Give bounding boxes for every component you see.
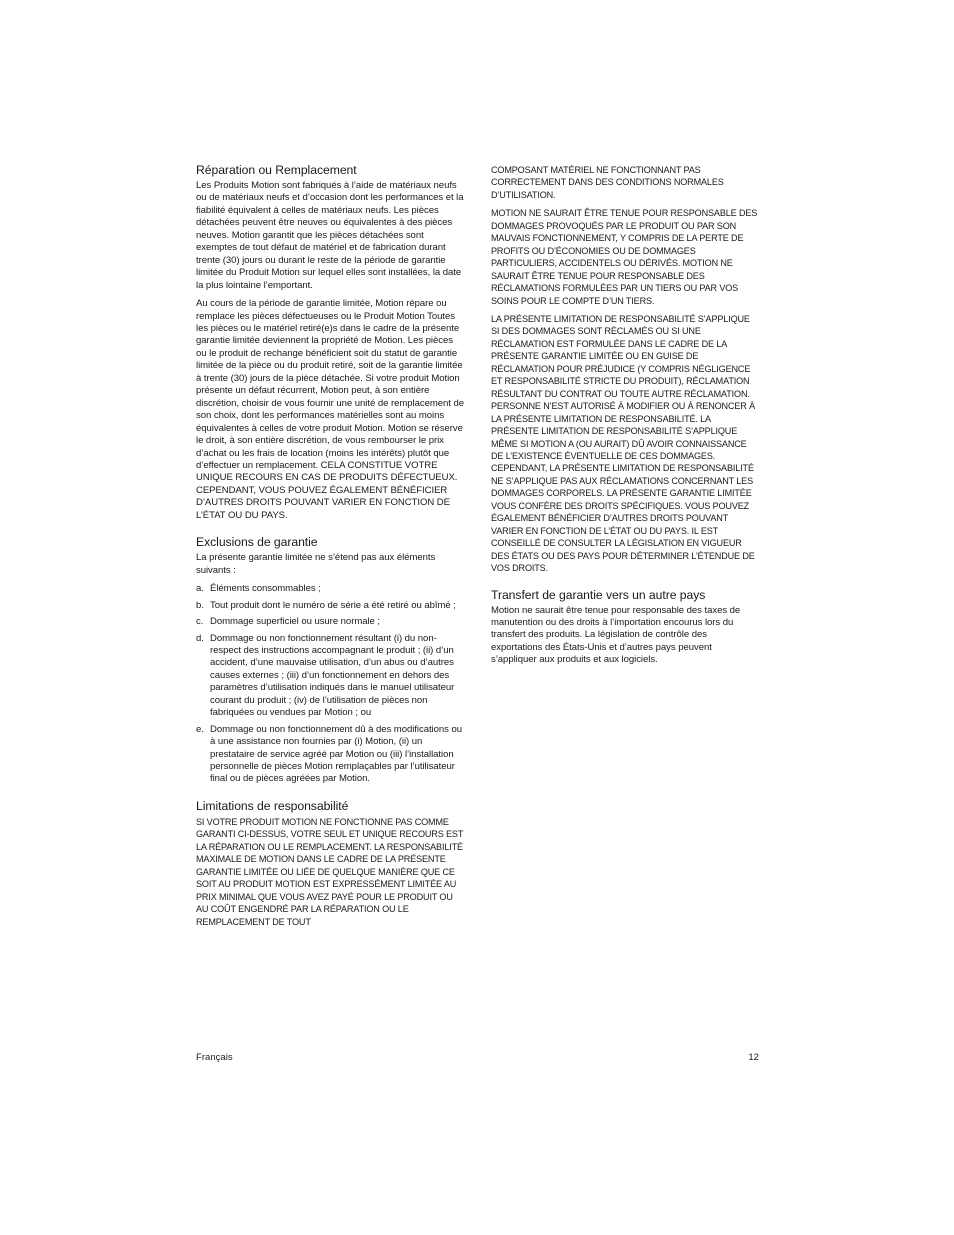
list-item-text: Dommage ou non fonctionnement résultant (i) du non-respect des instructions accompagnant le produit ; (ii) d’un accident, d’une mauvaise utilisation, d’un abus ou d’autres causes externes ; (iii) d’un fonctionnement en dehors des paramètres d’utilisation indiqués dans le manuel utilisateur courant du produit ; (iv) de l’utilisation de pièces non fabriquées ou vendues par Motion ; ou <box>210 632 455 719</box>
list-item <box>196 600 464 612</box>
list-marker: b. <box>196 599 204 611</box>
left-column <box>196 163 464 934</box>
paragraph-exclusions-intro: La présente garantie limitée ne s’étend pas aux éléments suivants : <box>196 552 436 576</box>
list-marker: c. <box>196 616 204 628</box>
list-item-text: Tout produit dont le numéro de série a été retiré ou abîmé ; <box>210 599 456 611</box>
paragraph-limitations-cont: COMPOSANT MATÉRIEL NE FONCTIONNANT PAS CORRECTEMENT DANS DES CONDITIONS NORMALES D’UTILISATION. <box>491 165 724 200</box>
paragraph-transfert: Motion ne saurait être tenue pour responsable des taxes de manutention ou des droits à l’importation encourus lors du transfert des produits. La législation de contrôle des exportations des États-Unis et d’autres pays peuvent s’appliquer aux produits et aux logiciels. <box>491 604 741 666</box>
heading-exclusions: Exclusions de garantie <box>196 535 318 550</box>
list-item <box>196 583 464 595</box>
list-marker: a. <box>196 583 204 595</box>
paragraph-reparation-2: Au cours de la période de garantie limitée, Motion répare ou remplace les pièces défectueuses ou le Produit Motion Toutes les pièces ou le matériel retiré(e)s dans le cadre de la présente garantie limitée deviennent la propriété de Motion. Les pièces ou le produit de rechange bénéficient soit du statut de garantie limitée de la pièce ou du produit retiré, soit de la garantie limitée à trente (30) jours de la pièce détachée. Si votre produit Motion présente un défaut récurrent, Motion peut, à son entière discrétion, choisir de vous fournir une unité de remplacement de son choix, dont les performances matérielles sont au moins équivalentes à celles de votre produit Motion. Motion se réserve le droit, à son entière discrétion, de vous rembourser le prix d’achat ou les frais de location (moins les intérêts) plutôt que d’effectuer un remplacement. CELA CONSTITUE VOTRE UNIQUE RECOURS EN CAS DE PRODUITS DÉFECTUEUX. CEPENDANT, VOUS POUVEZ ÉGALEMENT BÉNÉFICIER D’AUTRES DROITS POUVANT VARIER EN FONCTION DE L’ÉTAT OU DU PAYS. <box>196 298 464 521</box>
list-item-text: Dommage superficiel ou usure normale ; <box>210 616 381 628</box>
right-column <box>491 164 759 673</box>
heading-transfert: Transfert de garantie vers un autre pays <box>491 587 706 602</box>
list-marker: e. <box>196 723 204 735</box>
heading-limitations: Limitations de responsabilité <box>196 798 349 813</box>
list-item-text: Éléments consommables ; <box>210 583 321 595</box>
page-number: 12 <box>748 1052 759 1063</box>
list-item-text: Dommage ou non fonctionnement dû à des modifications ou à une assistance non fournies par (i) Motion, (ii) un prestataire de service agréé par Motion ou (iii) l’installation personnelle de pièces Motion remplaçables par l’utilisateur final ou de pièces agréées par Motion. <box>210 723 462 785</box>
list-item <box>196 633 464 720</box>
footer-language: Français <box>196 1052 233 1063</box>
heading-reparation: Réparation ou Remplacement <box>196 163 357 177</box>
paragraph-liability: MOTION NE SAURAIT ÊTRE TENUE POUR RESPONSABLE DES DOMMAGES PROVOQUÉS PAR LE PRODUIT OU PAR SON MAUVAIS FONCTIONNEMENT, Y COMPRIS DE LA PERTE DE PROFITS OU D’ÉCONOMIES OU DE DOMMAGES PARTICULIERS, ACCIDENTELS OU DÉRIVÉS. MOTION NE SAURAIT ÊTRE TENUE POUR RESPONSABLE DES RÉCLAMATIONS FORMULÉES PAR UN TIERS OU PAR VOS SOINS POUR LE COMPTE D’UN TIERS. <box>491 208 758 306</box>
paragraph-reparation-1: Les Produits Motion sont fabriqués à l’aide de matériaux neufs ou de matériaux neufs et d’occasion dont les performances et la fiabilité équivalent à celles de matériaux neufs. Les pièces détachées peuvent être neuves ou équivalentes à des pièces neuves. Motion garantit que les pièces détachées sont exemptes de tout défaut de matériel et de fabrication durant trente (30) jours ou durant le reste de la période de garantie limitée du Produit Motion sur lequel elles sont installées, la date la plus lointaine l’emportant. <box>196 180 464 291</box>
exclusions-list <box>196 583 464 786</box>
list-item <box>196 724 464 786</box>
paragraph-limitations: SI VOTRE PRODUIT MOTION NE FONCTIONNE PAS COMME GARANTI CI-DESSUS, VOTRE SEUL ET UNIQUE RECOURS EST LA RÉPARATION OU LE REMPLACEMENT. LA RESPONSABILITÉ MAXIMALE DE MOTION DANS LE CADRE DE LA PRÉSENTE GARANTIE LIMITÉE OU LIÉE DE QUELQUE MANIÈRE QUE CE SOIT AU PRODUIT MOTION EST EXPRESSÉMENT LIMITÉE AU PRIX MINIMAL QUE VOUS AVEZ PAYÉ POUR LE PRODUIT OU AU COÛT ENGENDRÉ PAR LA RÉPARATION OU LE REMPLACEMENT DE TOUT <box>196 816 464 927</box>
list-marker: d. <box>196 632 204 644</box>
paragraph-liability-scope: LA PRÉSENTE LIMITATION DE RESPONSABILITÉ S’APPLIQUE SI DES DOMMAGES SONT RÉCLAMÉS OU SI UNE RÉCLAMATION EST FORMULÉE DANS LE CADRE DE LA PRÉSENTE GARANTIE LIMITÉE OU EN GUISE DE RÉCLAMATION POUR PRÉJUDICE (Y COMPRIS NÉGLIGENCE ET RESPONSABILITÉ STRICTE DU PRODUIT), RÉCLAMATION RÉSULTANT DU CONTRAT OU TOUTE AUTRE RÉCLAMATION. PERSONNE N’EST AUTORISÉ À MODIFIER OU À RENONCER À LA PRÉSENTE LIMITATION DE RESPONSABILITÉ. LA PRÉSENTE LIMITATION DE RESPONSABILITÉ S’APPLIQUE MÊME SI MOTION A (OU AURAIT) DÛ AVOIR CONNAISSANCE DE L’EXISTENCE ÉVENTUELLE DE CES DOMMAGES. CEPENDANT, LA PRÉSENTE LIMITATION DE RESPONSABILITÉ NE S’APPLIQUE PAS AUX RÉCLAMATIONS CONCERNANT LES DOMMAGES CORPORELS. LA PRÉSENTE GARANTIE LIMITÉE VOUS CONFÈRE DES DROITS SPÉCIFIQUES. VOUS POUVEZ ÉGALEMENT BÉNÉFICIER D’AUTRES DROITS POUVANT VARIER EN FONCTION DE L’ÉTAT OU DU PAYS. IL EST CONSEILLÉ DE CONSULTER LA LÉGISLATION EN VIGUEUR DES ÉTATS OU DES PAYS POUR DÉTERMINER L’ÉTENDUE DE VOS DROITS. <box>491 313 756 574</box>
list-item <box>196 616 464 628</box>
